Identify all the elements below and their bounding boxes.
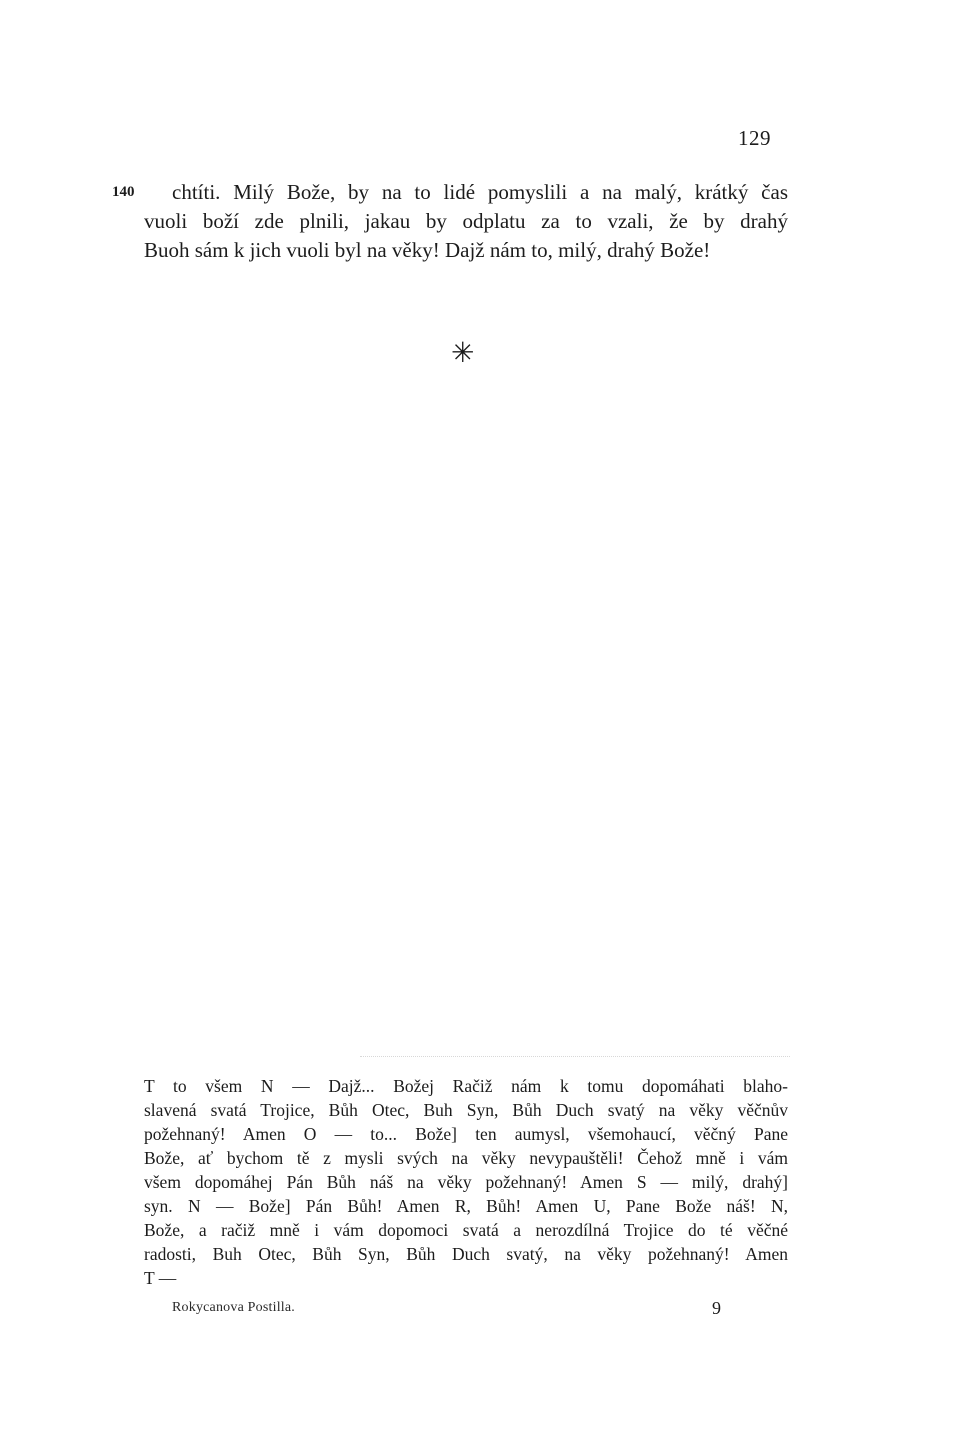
note-line: všem dopomáhej Pán Bůh náš na věky požehnaný! Amen S — milý, drahý] <box>144 1172 788 1192</box>
note-line: T — <box>144 1268 177 1288</box>
note-line: požehnaný! Amen O — to... Bože] ten aumysl, všemohaucí, věčný Pane <box>144 1124 788 1144</box>
faint-divider <box>360 1056 790 1057</box>
note-line: slavená svatá Trojice, Bůh Otec, Buh Syn, Bůh Duch svatý na věky věčnův <box>144 1100 788 1120</box>
critical-apparatus-notes <box>144 1074 788 1290</box>
text-line: chtíti. Milý Bože, by na to lidé pomyslili a na malý, krátký čas <box>172 180 788 204</box>
text-line: vuoli boží zde plnili, jakau by odplatu za to vzali, že by drahý <box>144 209 788 233</box>
note-line: Bože, a račiž mně i vám dopomoci svatá a nerozdílná Trojice do té věčné <box>144 1220 788 1240</box>
section-separator-star: ✳ <box>451 338 475 369</box>
note-line: radosti, Buh Otec, Bůh Syn, Bůh Duch svatý, na věky požehnaný! Amen <box>144 1244 788 1264</box>
text-line: Buoh sám k jich vuoli byl na věky! Dajž nám to, milý, drahý Bože! <box>144 238 711 262</box>
footer-source-title: Rokycanova Postilla. <box>172 1300 295 1315</box>
signature-mark: 9 <box>712 1298 721 1318</box>
note-line: Bože, ať bychom tě z mysli svých na věky nevypauštěli! Čehož mně i vám <box>144 1148 788 1168</box>
note-line: T to všem N — Dajž... Božej Račiž nám k tomu dopomáhati blaho- <box>144 1076 788 1096</box>
note-line: syn. N — Bože] Pán Bůh! Amen R, Bůh! Amen U, Pane Bože náš! N, <box>144 1196 788 1216</box>
main-text-paragraph <box>144 178 788 265</box>
page-number: 129 <box>738 126 771 150</box>
line-number-marker: 140 <box>112 184 135 200</box>
